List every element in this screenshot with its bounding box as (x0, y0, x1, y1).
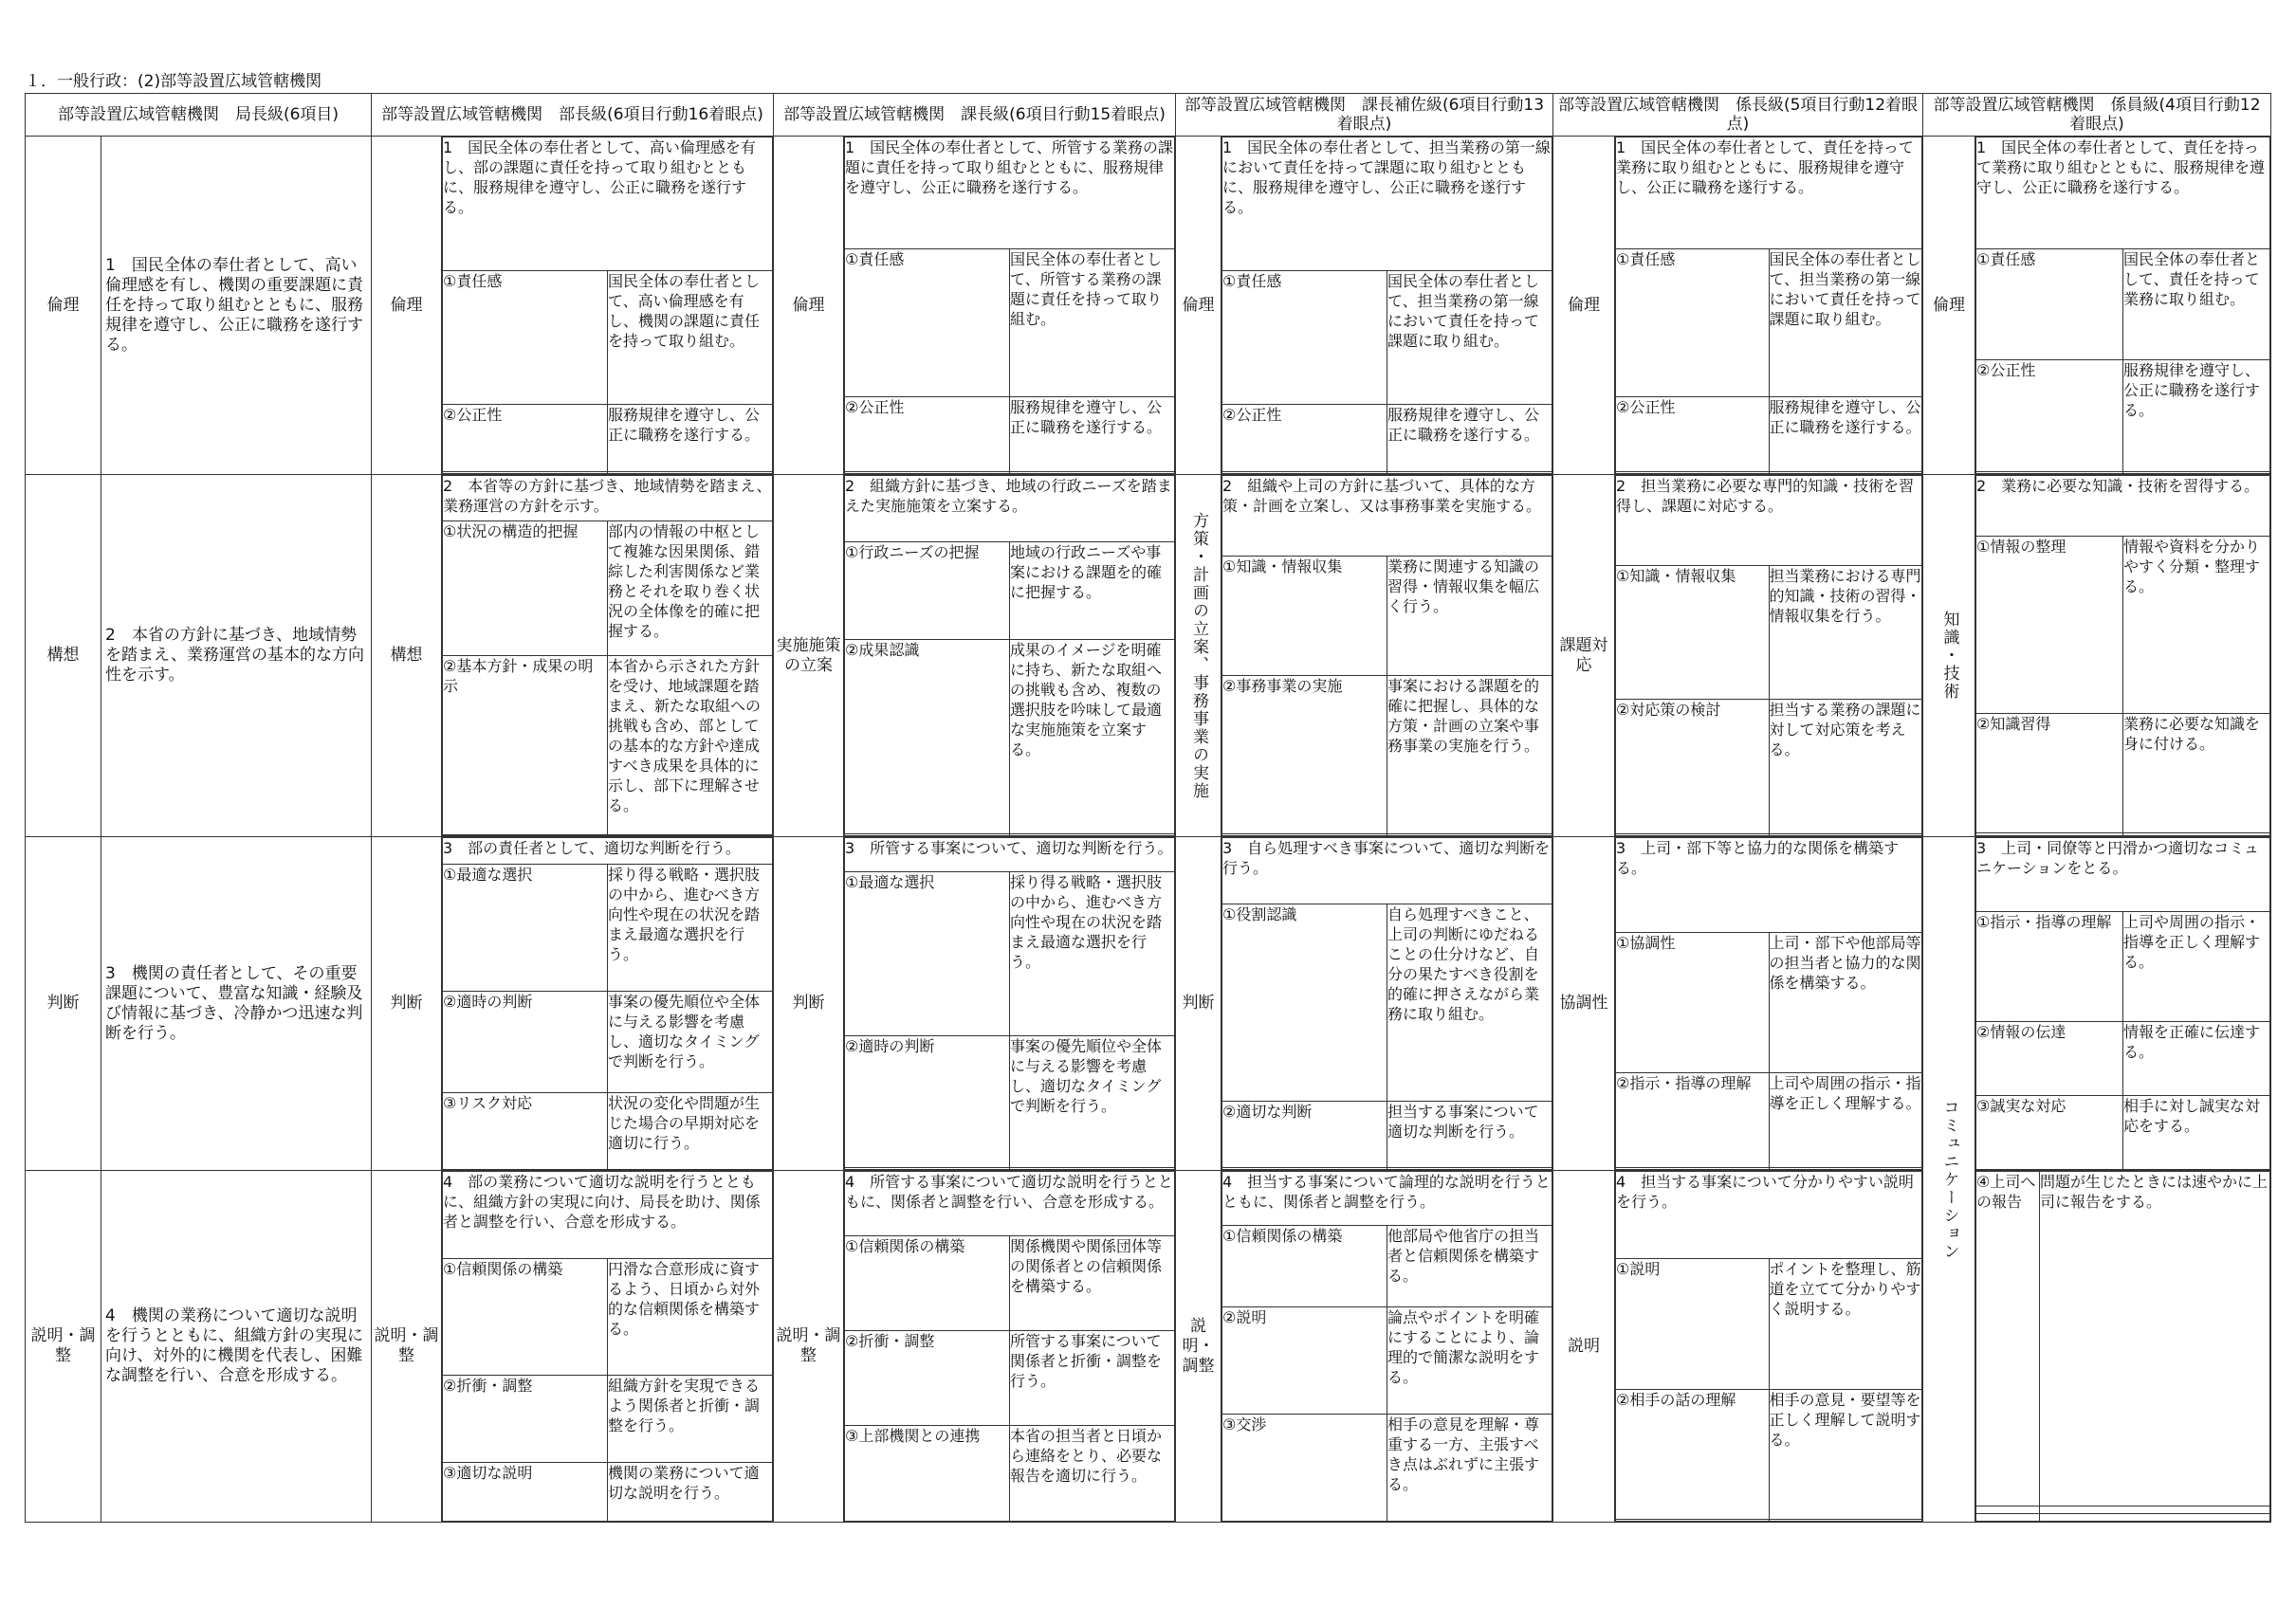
behavior-row (443, 991, 773, 1092)
behavior-table (1615, 137, 1922, 474)
goal-row (1616, 137, 1922, 249)
behavior-description: 所管する事案について関係者と折衝・調整を行う。 (1010, 1331, 1175, 1426)
behavior-label: ①協調性 (1616, 932, 1770, 1072)
behavior-row (1976, 1095, 2270, 1169)
behavior-label (845, 472, 1010, 474)
behavior-row (443, 472, 773, 474)
behavior-description: 論点やポイントを明確にすることにより、論理的で簡潔な説明をする。 (1387, 1306, 1552, 1414)
behavior-label: ①説明 (1616, 1259, 1770, 1389)
behavior-row (1616, 397, 1922, 472)
behavior-row (1976, 1022, 2270, 1096)
behavior-label: ②知識習得 (1976, 714, 2123, 833)
behavior-description: 他部局や他省庁の担当者と信頼関係を構築する。 (1387, 1226, 1552, 1306)
behavior-description (2040, 1506, 2270, 1513)
goal-row (845, 1172, 1175, 1236)
behavior-label (1222, 834, 1387, 836)
behavior-row (1616, 1259, 1922, 1389)
behavior-description (1010, 1168, 1175, 1170)
goal-row (845, 838, 1175, 872)
behavior-description: ポイントを整理し、筋道を立てて分かりやすく説明する。 (1769, 1259, 1922, 1389)
column-header: 部等設置広域管轄機関 係員級(4項目行動12着眼点) (1923, 94, 2271, 137)
goal-text: 4 所管する事案について適切な説明を行うとともに、関係者と調整を行い、合意を形成する。 (845, 1172, 1175, 1236)
bureau-category: 倫理 (26, 137, 101, 475)
bureau-category: 説明・調整 (26, 1171, 101, 1523)
behavior-row (443, 521, 773, 656)
behavior-description (2123, 833, 2270, 836)
behavior-description: 成果のイメージを明確に持ち、新たな取組への挑戦も含め、複数の選択肢を吟味して最適な実施施策を立案する。 (1010, 640, 1175, 834)
behavior-label: ①行政ニーズの把握 (845, 541, 1010, 639)
behavior-label: ④上司への報告 (1976, 1172, 2040, 1507)
competency-row (26, 837, 2271, 1171)
behavior-label: ②公正性 (1222, 405, 1387, 472)
level-detail-cell (844, 137, 1176, 475)
goal-text: 4 部の業務について適切な説明を行うとともに、組織方針の実現に向け、局長を助け、関係者と調整を行い、合意を形成する。 (443, 1172, 773, 1259)
column-header: 部等設置広域管轄機関 課長級(6項目行動15着眼点) (774, 94, 1176, 137)
behavior-description: 国民全体の奉仕者として、責任を持って業務に取り組む。 (2123, 248, 2270, 360)
behavior-row (1616, 1519, 1922, 1521)
behavior-table (442, 475, 773, 836)
behavior-label: ②折衝・調整 (443, 1375, 608, 1462)
behavior-row (1222, 1102, 1552, 1168)
level-detail-cell (1975, 837, 2271, 1171)
behavior-row (1222, 675, 1552, 833)
level-detail-cell (1615, 475, 1923, 837)
behavior-label: ①責任感 (443, 271, 608, 405)
behavior-label (1616, 472, 1770, 474)
level-category: 倫理 (1176, 137, 1221, 475)
behavior-description: 機関の業務について適切な説明を行う。 (608, 1463, 773, 1522)
behavior-description (608, 834, 773, 835)
behavior-row (1976, 833, 2270, 836)
behavior-row (845, 472, 1175, 474)
goal-row (443, 1172, 773, 1259)
behavior-description (2040, 1513, 2270, 1521)
behavior-description (1769, 833, 1922, 835)
goal-text: 4 担当する事案について論理的な説明を行うとともに、関係者と調整を行う。 (1222, 1172, 1552, 1226)
behavior-description (1387, 1168, 1552, 1170)
behavior-description: 問題が生じたときには速やかに上司に報告をする。 (2040, 1172, 2270, 1507)
behavior-row (1616, 700, 1922, 833)
behavior-label: ②情報の伝達 (1976, 1022, 2123, 1096)
behavior-description: 上司や周囲の指示・指導を正しく理解する。 (2123, 911, 2270, 1021)
behavior-label: ②説明 (1222, 1306, 1387, 1414)
behavior-row (845, 1036, 1175, 1168)
behavior-description: 情報を正確に伝達する。 (2123, 1022, 2270, 1096)
behavior-description (1010, 834, 1175, 836)
goal-row (845, 476, 1175, 542)
behavior-row (845, 640, 1175, 834)
level-category: 説明・調整 (1176, 1171, 1221, 1523)
behavior-label: ①知識・情報収集 (1616, 566, 1770, 700)
behavior-table (1221, 837, 1552, 1170)
goal-row (1616, 1172, 1922, 1259)
behavior-label: ①責任感 (1222, 271, 1387, 405)
column-header: 部等設置広域管轄機関 部長級(6項目行動16着眼点) (372, 94, 774, 137)
behavior-description (1769, 1167, 1922, 1169)
behavior-label (1976, 833, 2123, 836)
goal-text: 2 業務に必要な知識・技術を習得する。 (1976, 476, 2270, 537)
goal-text: 2 担当業務に必要な専門的知識・技術を習得し、課題に対応する。 (1616, 476, 1922, 566)
behavior-row (443, 1463, 773, 1522)
behavior-description: 業務に関連する知識の習得・情報収集を幅広く行う。 (1387, 556, 1552, 675)
behavior-label: ①知識・情報収集 (1222, 556, 1387, 675)
behavior-label: ②事務事業の実施 (1222, 675, 1387, 833)
goal-text: 3 部の責任者として、適切な判断を行う。 (443, 838, 773, 865)
behavior-row (1222, 1226, 1552, 1306)
behavior-label (1222, 472, 1387, 474)
behavior-description: 状況の変化や問題が生じた場合の早期対応を適切に行う。 (608, 1093, 773, 1170)
level-detail-cell (1615, 137, 1923, 475)
behavior-row (845, 871, 1175, 1035)
behavior-row (443, 1375, 773, 1462)
behavior-description: 採り得る戦略・選択肢の中から、進むべき方向性や現在の状況を踏まえ最適な選択を行う。 (1010, 871, 1175, 1035)
level-category: 説明・調整 (372, 1171, 442, 1523)
goal-row (1976, 838, 2270, 912)
goal-text: 4 担当する事案について分かりやすい説明を行う。 (1616, 1172, 1922, 1259)
level-category: コミュニケーション (1923, 837, 1975, 1523)
behavior-description: 組織方針を実現できるよう関係者と折衝・調整を行う。 (608, 1375, 773, 1462)
level-detail-cell (1615, 1171, 1923, 1523)
behavior-label: ①信頼関係の構築 (845, 1235, 1010, 1330)
behavior-description (2123, 472, 2270, 474)
behavior-row (1976, 248, 2270, 360)
behavior-row (1222, 405, 1552, 472)
level-category: 説明 (1553, 1171, 1615, 1523)
behavior-row (443, 834, 773, 835)
goal-text: 1 国民全体の奉仕者として、所管する業務の課題に責任を持って取り組むとともに、服務規律を遵守し、公正に職務を遂行する。 (845, 137, 1175, 249)
bureau-description: 4 機関の業務について適切な説明を行うとともに、組織方針の実現に向け、対外的に機関を代表し、困難な調整を行い、合意を形成する。 (101, 1171, 372, 1523)
behavior-table (1615, 475, 1922, 836)
behavior-label: ①信頼関係の構築 (443, 1259, 608, 1376)
behavior-row (443, 1259, 773, 1376)
behavior-table (844, 137, 1175, 474)
level-detail-cell (1221, 1171, 1553, 1523)
competency-row (26, 137, 2271, 475)
behavior-description: 事案の優先順位や全体に与える影響を考慮し、適切なタイミングで判断を行う。 (608, 991, 773, 1092)
level-detail-cell (442, 1171, 774, 1523)
behavior-description: 相手の意見を理解・尊重する一方、主張すべき点はぶれずに主張する。 (1387, 1414, 1552, 1521)
bureau-description: 1 国民全体の奉仕者として、高い倫理感を有し、機関の重要課題に責任を持って取り組むとともに、服務規律を遵守し、公正に職務を遂行する。 (101, 137, 372, 475)
behavior-description (1387, 472, 1552, 474)
level-category: 倫理 (372, 137, 442, 475)
behavior-table (1221, 137, 1552, 474)
behavior-row (845, 1426, 1175, 1522)
behavior-row (1976, 360, 2270, 472)
level-detail-cell (442, 837, 774, 1171)
behavior-description: 服務規律を遵守し、公正に職務を遂行する。 (1769, 397, 1922, 472)
behavior-row (1616, 1167, 1922, 1169)
behavior-label: ③交渉 (1222, 1414, 1387, 1521)
level-detail-cell (844, 475, 1176, 837)
level-category: 倫理 (1553, 137, 1615, 475)
behavior-table (1975, 837, 2270, 1170)
behavior-description: 関係機関や関係団体等の関係者との信頼関係を構築する。 (1010, 1235, 1175, 1330)
behavior-label: ①信頼関係の構築 (1222, 1226, 1387, 1306)
behavior-row (1222, 1306, 1552, 1414)
behavior-label (1616, 1167, 1770, 1169)
behavior-row (1616, 833, 1922, 835)
behavior-row (1976, 1506, 2270, 1513)
document-title: １．一般行政：(2)部等設置広域管轄機関 (25, 72, 322, 91)
level-category: 倫理 (1923, 137, 1975, 475)
behavior-label (443, 472, 608, 474)
behavior-description (1769, 472, 1922, 474)
competency-row (26, 475, 2271, 837)
level-category: 判断 (774, 837, 844, 1171)
behavior-label (443, 834, 608, 835)
behavior-table (1975, 137, 2270, 474)
bureau-category: 構想 (26, 475, 101, 837)
behavior-row (443, 271, 773, 405)
bureau-description: 2 本省の方針に基づき、地域情勢を踏まえ、業務運営の基本的な方向性を示す。 (101, 475, 372, 837)
goal-text: 3 上司・同僚等と円滑かつ適切なコミュニケーションをとる。 (1976, 838, 2270, 912)
behavior-label (1976, 1513, 2040, 1521)
behavior-label: ②適切な判断 (1222, 1102, 1387, 1168)
behavior-row (845, 1168, 1175, 1170)
behavior-label (1222, 1168, 1387, 1170)
behavior-table (1975, 475, 2270, 836)
behavior-description: 事案の優先順位や全体に与える影響を考慮し、適切なタイミングで判断を行う。 (1010, 1036, 1175, 1168)
behavior-label: ②公正性 (845, 397, 1010, 472)
behavior-description: 国民全体の奉仕者として、担当業務の第一線において責任を持って課題に取り組む。 (1387, 271, 1552, 405)
behavior-label: ①責任感 (845, 248, 1010, 396)
goal-row (845, 137, 1175, 249)
behavior-description: 服務規律を遵守し、公正に職務を遂行する。 (1010, 397, 1175, 472)
level-category: 判断 (1176, 837, 1221, 1171)
behavior-table (442, 137, 773, 474)
behavior-row (443, 1093, 773, 1170)
behavior-label: ③上部機関との連携 (845, 1426, 1010, 1522)
behavior-label: ②相手の話の理解 (1616, 1389, 1770, 1519)
behavior-label: ②対応策の検討 (1616, 700, 1770, 833)
behavior-label: ①最適な選択 (443, 864, 608, 991)
level-category: 判断 (372, 837, 442, 1171)
behavior-description: 相手に対し誠実な対応をする。 (2123, 1095, 2270, 1169)
behavior-row (443, 864, 773, 991)
goal-row (1616, 476, 1922, 566)
behavior-description: 担当する業務の課題に対して対応策を考える。 (1769, 700, 1922, 833)
goal-row (1976, 476, 2270, 537)
level-detail-cell (1975, 137, 2271, 475)
bureau-category: 判断 (26, 837, 101, 1171)
level-category: 実施施策の立案 (774, 475, 844, 837)
behavior-label: ①責任感 (1976, 248, 2123, 360)
behavior-row (1616, 472, 1922, 474)
behavior-description: 本省の担当者と日頃から連絡をとり、必要な報告を適切に行う。 (1010, 1426, 1175, 1522)
behavior-row (1616, 566, 1922, 700)
behavior-label (1976, 1506, 2040, 1513)
behavior-table (442, 1171, 773, 1522)
level-category: 説明・調整 (774, 1171, 844, 1523)
behavior-label: ②成果認識 (845, 640, 1010, 834)
level-detail-cell (1975, 1171, 2271, 1523)
behavior-description: 服務規律を遵守し、公正に職務を遂行する。 (1387, 405, 1552, 472)
behavior-row (845, 248, 1175, 396)
level-detail-cell (442, 137, 774, 475)
behavior-row (1616, 932, 1922, 1072)
behavior-label: ①情報の整理 (1976, 537, 2123, 714)
goal-text: 2 組織方針に基づき、地域の行政ニーズを踏まえた実施施策を立案する。 (845, 476, 1175, 542)
behavior-description (608, 472, 773, 474)
behavior-row (1222, 1168, 1552, 1170)
goal-row (443, 137, 773, 271)
behavior-table (844, 1171, 1175, 1522)
behavior-description: 部内の情報の中枢として複雑な因果関係、錯綜した利害関係など業務とそれを取り巻く状況の全体像を的確に把握する。 (608, 521, 773, 656)
behavior-label (1616, 833, 1770, 835)
goal-row (443, 476, 773, 521)
behavior-description: 自ら処理すべきこと、上司の判断にゆだねることの仕分けなど、自分の果たすべき役割を的確に押さえながら業務に取り組む。 (1387, 904, 1552, 1102)
behavior-table (844, 837, 1175, 1170)
behavior-row (1222, 556, 1552, 675)
behavior-description: 服務規律を遵守し、公正に職務を遂行する。 (608, 405, 773, 472)
level-category: 知識・技術 (1923, 475, 1975, 837)
bureau-description: 3 機関の責任者として、その重要課題について、豊富な知識・経験及び情報に基づき、冷静かつ迅速な判断を行う。 (101, 837, 372, 1171)
behavior-row (1976, 1513, 2270, 1521)
behavior-description: 相手の意見・要望等を正しく理解して説明する。 (1769, 1389, 1922, 1519)
behavior-table (844, 475, 1175, 836)
level-category: 方策・計画の立案、事務事業の実施 (1176, 475, 1221, 837)
behavior-description: 地域の行政ニーズや事案における課題を的確に把握する。 (1010, 541, 1175, 639)
level-detail-cell (1975, 475, 2271, 837)
behavior-label: ②適時の判断 (845, 1036, 1010, 1168)
column-header: 部等設置広域管轄機関 局長級(6項目) (26, 94, 372, 137)
behavior-label: ②折衝・調整 (845, 1331, 1010, 1426)
behavior-label: ②指示・指導の理解 (1616, 1073, 1770, 1168)
behavior-description: 円滑な合意形成に資するよう、日頃から対外的な信頼関係を構築する。 (608, 1259, 773, 1376)
behavior-description (1769, 1519, 1922, 1521)
level-detail-cell (844, 837, 1176, 1171)
goal-row (1222, 476, 1552, 557)
goal-row (443, 838, 773, 865)
behavior-row (845, 397, 1175, 472)
behavior-label: ①責任感 (1616, 248, 1770, 396)
behavior-row (1222, 1414, 1552, 1521)
behavior-table (1615, 1171, 1922, 1522)
behavior-label (1616, 1519, 1770, 1521)
behavior-row (845, 541, 1175, 639)
behavior-row (1976, 472, 2270, 474)
behavior-row (1976, 537, 2270, 714)
behavior-row (845, 1331, 1175, 1426)
behavior-table (1615, 837, 1922, 1170)
behavior-row (1976, 714, 2270, 833)
goal-row (1222, 838, 1552, 904)
behavior-label: ②公正性 (1976, 360, 2123, 472)
goal-text: 1 国民全体の奉仕者として、責任を持って業務に取り組むとともに、服務規律を遵守し、公正に職務を遂行する。 (1616, 137, 1922, 249)
behavior-label: ③適切な説明 (443, 1463, 608, 1522)
behavior-label: ②公正性 (1616, 397, 1770, 472)
behavior-description: 上司・部下や他部局等の担当者と協力的な関係を構築する。 (1769, 932, 1922, 1072)
behavior-description: 服務規律を遵守し、公正に職務を遂行する。 (2123, 360, 2270, 472)
goal-text: 3 上司・部下等と協力的な関係を構築する。 (1616, 838, 1922, 933)
behavior-description: 担当業務における専門的知識・技術の習得・情報収集を行う。 (1769, 566, 1922, 700)
behavior-row (845, 1235, 1175, 1330)
header-row (26, 94, 2271, 137)
goal-text: 1 国民全体の奉仕者として、高い倫理感を有し、部の課題に責任を持って取り組むとともに、服務規律を遵守し、公正に職務を遂行する。 (443, 137, 773, 271)
behavior-label: ③リスク対応 (443, 1093, 608, 1170)
behavior-description: 上司や周囲の指示・指導を正しく理解する。 (1769, 1073, 1922, 1168)
level-detail-cell (442, 475, 774, 837)
goal-row (1976, 137, 2270, 249)
level-detail-cell (1221, 837, 1553, 1171)
goal-row (1222, 1172, 1552, 1226)
column-header: 部等設置広域管轄機関 係長級(5項目行動12着眼点) (1553, 94, 1923, 137)
behavior-description: 国民全体の奉仕者として、担当業務の第一線において責任を持って課題に取り組む。 (1769, 248, 1922, 396)
behavior-label: ①役割認識 (1222, 904, 1387, 1102)
behavior-table (1975, 1171, 2270, 1522)
goal-text: 1 国民全体の奉仕者として、担当業務の第一線において責任を持って課題に取り組むとともに、服務規律を遵守し、公正に職務を遂行する。 (1222, 137, 1552, 271)
level-category: 課題対応 (1553, 475, 1615, 837)
behavior-description: 本省から示された方針を受け、地域課題を踏まえ、新たな取組への挑戦も含め、部としての基本的な方針や達成すべき成果を具体的に示し、部下に理解させる。 (608, 655, 773, 834)
behavior-row (443, 405, 773, 472)
goal-text: 3 所管する事案について、適切な判断を行う。 (845, 838, 1175, 872)
behavior-row (1222, 904, 1552, 1102)
behavior-description: 国民全体の奉仕者として、所管する業務の課題に責任を持って取り組む。 (1010, 248, 1175, 396)
behavior-row (443, 655, 773, 834)
behavior-label: ②適時の判断 (443, 991, 608, 1092)
behavior-description: 情報や資料を分かりやすく分類・整理する。 (2123, 537, 2270, 714)
behavior-label (845, 834, 1010, 836)
behavior-row (1616, 248, 1922, 396)
level-detail-cell (1221, 475, 1553, 837)
behavior-description (1387, 834, 1552, 836)
behavior-label (1976, 472, 2123, 474)
behavior-table (442, 837, 773, 1170)
behavior-row (1976, 911, 2270, 1021)
behavior-description: 国民全体の奉仕者として、高い倫理感を有し、機関の課題に責任を持って取り組む。 (608, 271, 773, 405)
level-category: 構想 (372, 475, 442, 837)
level-detail-cell (844, 1171, 1176, 1523)
behavior-description: 採り得る戦略・選択肢の中から、進むべき方向性や現在の状況を踏まえ最適な選択を行う。 (608, 864, 773, 991)
behavior-row (1976, 1172, 2270, 1507)
column-header: 部等設置広域管轄機関 課長補佐級(6項目行動13着眼点) (1176, 94, 1553, 137)
behavior-label (845, 1168, 1010, 1170)
behavior-label: ②公正性 (443, 405, 608, 472)
behavior-row (845, 834, 1175, 836)
behavior-label: ①指示・指導の理解 (1976, 911, 2123, 1021)
competency-table (25, 93, 2271, 1523)
behavior-row (1222, 271, 1552, 405)
level-detail-cell (1221, 137, 1553, 475)
behavior-label: ①状況の構造的把握 (443, 521, 608, 656)
goal-row (1616, 838, 1922, 933)
goal-row (1222, 137, 1552, 271)
goal-text: 3 自ら処理すべき事案について、適切な判断を行う。 (1222, 838, 1552, 904)
goal-text: 1 国民全体の奉仕者として、責任を持って業務に取り組むとともに、服務規律を遵守し、公正に職務を遂行する。 (1976, 137, 2270, 249)
behavior-table (1221, 1171, 1552, 1522)
goal-text: 2 本省等の方針に基づき、地域情勢を踏まえ、業務運営の方針を示す。 (443, 476, 773, 521)
behavior-description: 業務に必要な知識を身に付ける。 (2123, 714, 2270, 833)
behavior-row (1616, 1073, 1922, 1168)
level-detail-cell (1615, 837, 1923, 1171)
level-category: 協調性 (1553, 837, 1615, 1171)
goal-text: 2 組織や上司の方針に基づいて、具体的な方策・計画を立案し、又は事務事業を実施する。 (1222, 476, 1552, 557)
behavior-label: ③誠実な対応 (1976, 1095, 2123, 1169)
behavior-description: 事案における課題を的確に把握し、具体的な方策・計画の立案や事務事業の実施を行う。 (1387, 675, 1552, 833)
behavior-description (1010, 472, 1175, 474)
behavior-description: 担当する事案について適切な判断を行う。 (1387, 1102, 1552, 1168)
level-category: 倫理 (774, 137, 844, 475)
behavior-table (1221, 475, 1552, 836)
behavior-label: ①最適な選択 (845, 871, 1010, 1035)
behavior-row (1222, 472, 1552, 474)
behavior-label: ②基本方針・成果の明示 (443, 655, 608, 834)
behavior-row (1616, 1389, 1922, 1519)
behavior-row (1222, 834, 1552, 836)
